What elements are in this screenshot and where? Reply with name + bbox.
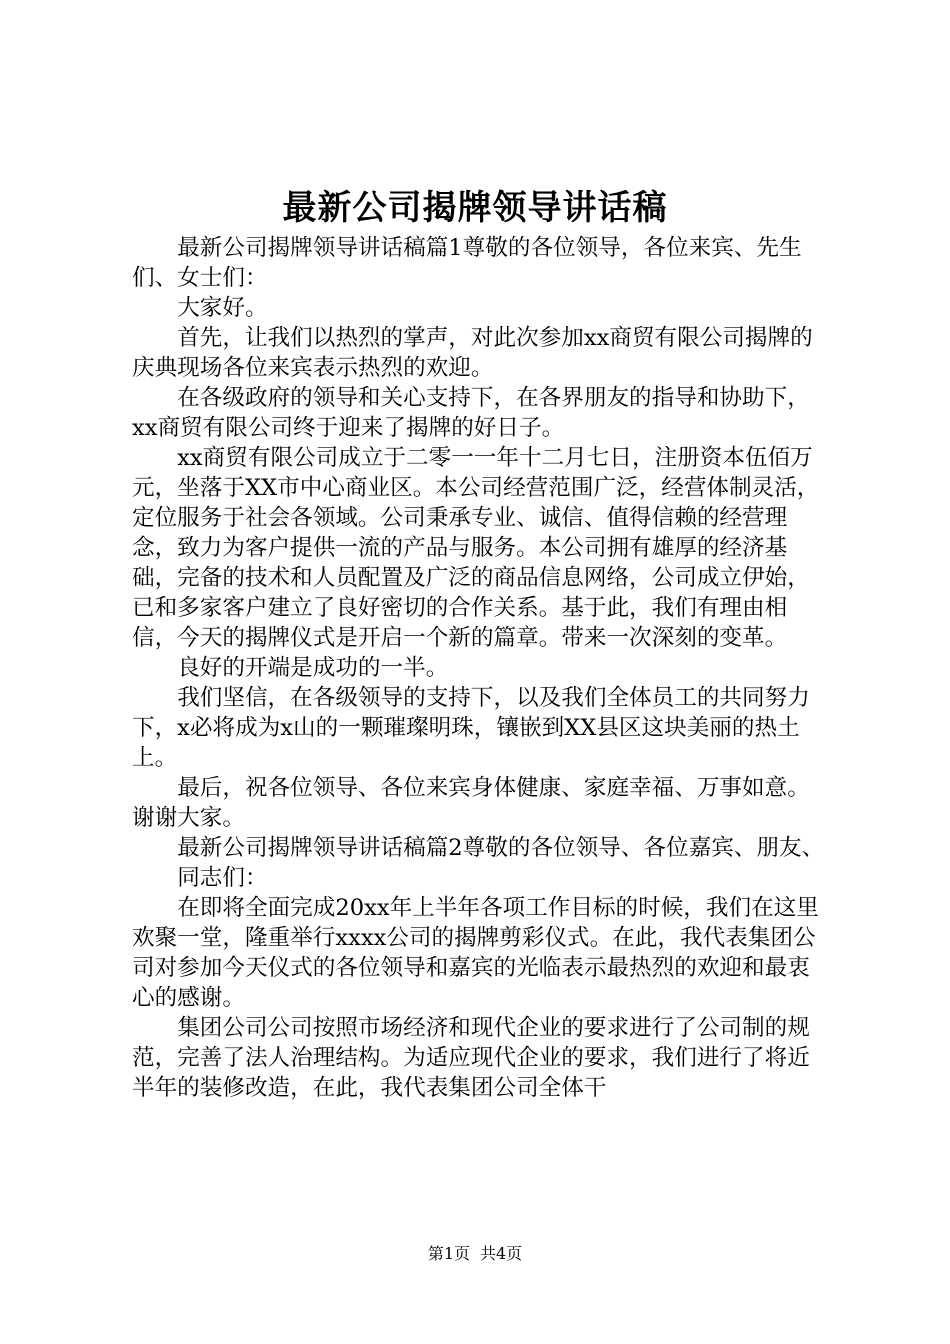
paragraph: 良好的开端是成功的一半。 <box>177 655 449 681</box>
paragraph: 最新公司揭牌领导讲话稿篇1尊敬的各位领导，各位来宾、先生们、女士们： <box>132 235 802 291</box>
paragraph: 同志们： <box>177 865 268 891</box>
paragraph: 最后，祝各位领导、各位来宾身体健康、家庭幸福、万事如意。谢谢大家。 <box>132 775 810 831</box>
page-number: 第1页 <box>427 1244 470 1263</box>
paragraph: xx商贸有限公司成立于二零一一年十二月七日，注册资本伍佰万元，坐落于XX市中心商业区。本公司经营范围广泛，经营体制灵活，定位服务于社会各领域。公司秉承专业、诚信、值得信赖的经营理念，致力为客户提供一流的产品与服务。本公司拥有雄厚的经济基础，完备的技术和人员配置及广泛的商品信息网络，公司成立伊始，已和多家客户建立了良好密切的合作关系。基于此，我们有理由相信，今天的揭牌仪式是开启一个新的篇章。带来一次深刻的变革。 <box>132 445 820 651</box>
paragraph: 大家好。 <box>177 295 268 321</box>
paragraph: 在各级政府的领导和关心支持下，在各界朋友的指导和协助下，xx商贸有限公司终于迎来了揭牌的好日子。 <box>132 385 810 441</box>
paragraph: 我们坚信，在各级领导的支持下，以及我们全体员工的共同努力下，x必将成为x山的一颗璀璨明珠，镶嵌到XX县区这块美丽的热土上。 <box>132 685 810 771</box>
paragraph: 最新公司揭牌领导讲话稿篇2尊敬的各位领导、各位嘉宾、朋友、 <box>177 835 825 861</box>
document-title: 最新公司揭牌领导讲话稿 <box>282 188 668 228</box>
paragraph: 首先，让我们以热烈的掌声，对此次参加xx商贸有限公司揭牌的庆典现场各位来宾表示热烈的欢迎。 <box>132 325 813 381</box>
paragraph: 在即将全面完成20xx年上半年各项工作目标的时候，我们在这里欢聚一堂，隆重举行xxxx公司的揭牌剪彩仪式。在此，我代表集团公司对参加今天仪式的各位领导和嘉宾的光临表示最热烈的欢迎和最衷心的感谢。 <box>132 895 819 1011</box>
document-body <box>132 233 832 1103</box>
page-footer <box>0 1243 950 1265</box>
paragraph: 集团公司公司按照市场经济和现代企业的要求进行了公司制的规范，完善了法人治理结构。为适应现代企业的要求，我们进行了将近半年的装修改造，在此，我代表集团公司全体干 <box>132 1015 810 1101</box>
page-total: 共4页 <box>480 1244 523 1263</box>
